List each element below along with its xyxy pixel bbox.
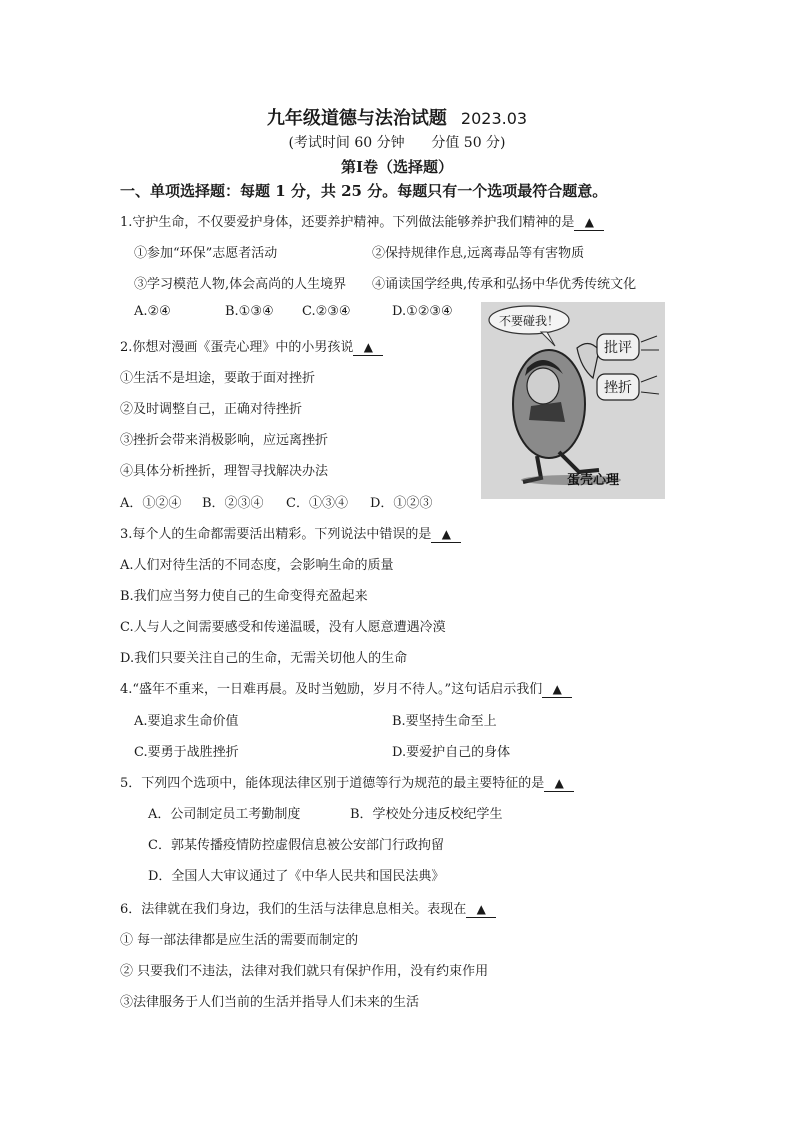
section-heading: 一、单项选择题：每题 1 分，共 25 分。每题只有一个选项最符合题意。 — [120, 182, 608, 200]
triangle-mark: ▲ — [476, 902, 486, 916]
q2-option-4: ④具体分析挫折，理智寻找解决办法 — [120, 464, 329, 479]
q2-choice-d: D．①②③ — [370, 496, 433, 511]
speech-text: 不要碰我！ — [498, 314, 560, 328]
triangle-mark: ▲ — [552, 682, 562, 696]
q2-option-1: ①生活不是坦途，要敢于面对挫折 — [120, 371, 316, 386]
volume-heading: 第Ⅰ卷（选择题） — [340, 158, 454, 176]
boy-face — [527, 368, 559, 404]
answer-blank — [574, 215, 604, 231]
q6-option-2: ② 只要我们不违法，法律对我们就只有保护作用，没有约束作用 — [120, 964, 489, 979]
q1-choice-c: C.②③④ — [302, 304, 351, 319]
q1-choice-b: B.①③④ — [225, 304, 274, 319]
q1-option-1: ①参加“环保”志愿者活动 — [134, 246, 278, 261]
question-4-stem: 4.“盛年不重来，一日难再晨。及时当勉励，岁月不待人。”这句话启示我们 ▲ — [120, 678, 572, 698]
question-3-stem: 3.每个人的生命都需要活出精彩。下列说法中错误的是 ▲ — [120, 523, 461, 543]
q1-option-2: ②保持规律作息,远离毒品等有害物质 — [372, 246, 585, 261]
q4-choice-c: C.要勇于战胜挫折 — [134, 745, 239, 760]
q1-option-3: ③学习模范人物,体会高尚的人生境界 — [134, 277, 347, 292]
q3-choice-b: B.我们应当努力使自己的生命变得充盈起来 — [120, 589, 368, 604]
q2-choice-c: C．①③④ — [286, 496, 348, 511]
q3-choice-d: D.我们只要关注自己的生命，无需关切他人的生命 — [120, 651, 408, 666]
q5-choice-c: C．郭某传播疫情防控虚假信息被公安部门行政拘留 — [148, 838, 444, 853]
cartoon-caption: 蛋壳心理 — [566, 473, 620, 488]
q5-choice-b: B．学校处分违反校纪学生 — [350, 807, 503, 822]
triangle-mark: ▲ — [554, 776, 564, 790]
q3-choice-a: A.人们对待生活的不同态度，会影响生命的质量 — [120, 558, 394, 573]
criticism-text: 批评 — [604, 340, 632, 356]
triangle-mark: ▲ — [363, 340, 374, 354]
answer-blank — [353, 340, 383, 356]
question-2-stem: 2.你想对漫画《蛋壳心理》中的小男孩说 ▲ — [120, 336, 383, 356]
answer-blank — [431, 527, 461, 543]
question-5-stem: 5．下列四个选项中，能体现法律区别于道德等行为规范的最主要特征的是 ▲ — [120, 772, 574, 792]
q2-choice-a: A．①②④ — [120, 496, 182, 511]
q4-choice-a: A.要追求生命价值 — [134, 714, 239, 729]
q4-choice-d: D.要爱护自己的身体 — [392, 745, 511, 760]
answer-blank — [542, 682, 572, 698]
eggshell-cartoon — [481, 302, 665, 499]
exam-date: 2023.03 — [460, 109, 528, 128]
cartoon-drawing — [481, 302, 665, 499]
q1-option-4: ④诵读国学经典,传承和弘扬中华优秀传统文化 — [372, 277, 637, 292]
question-1-stem: 1.守护生命，不仅要爱护身体，还要养护精神。下列做法能够养护我们精神的是 ▲ — [120, 211, 604, 231]
q2-option-3: ③挫折会带来消极影响，应远离挫折 — [120, 433, 329, 448]
q5-choice-d: D．全国人大审议通过了《中华人民共和国民法典》 — [148, 869, 445, 884]
q6-option-3: ③法律服务于人们当前的生活并指导人们未来的生活 — [120, 995, 420, 1010]
question-6-stem: 6．法律就在我们身边，我们的生活与法律息息相关。表现在 ▲ — [120, 898, 496, 918]
triangle-mark: ▲ — [584, 215, 595, 229]
q5-choice-a: A．公司制定员工考勤制度 — [148, 807, 301, 822]
q4-choice-b: B.要坚持生命至上 — [392, 714, 497, 729]
exam-title — [0, 104, 794, 130]
q2-choice-b: B．②③④ — [202, 496, 264, 511]
triangle-mark: ▲ — [441, 527, 452, 541]
answer-blank — [544, 776, 574, 792]
q2-option-2: ②及时调整自己，正确对待挫折 — [120, 402, 303, 417]
setback-text: 挫折 — [604, 380, 632, 396]
q3-choice-c: C.人与人之间需要感受和传递温暖，没有人愿意遭遇冷漠 — [120, 620, 446, 635]
exam-subtitle: (考试时间 60 分钟 分值 50 分) — [288, 135, 506, 151]
q1-choice-d: D.①②③④ — [392, 304, 453, 319]
title-text: 九年级道德与法治试题 — [266, 108, 447, 129]
answer-blank — [466, 902, 496, 918]
q6-option-1: ① 每一部法律都是应生活的需要而制定的 — [120, 933, 359, 948]
q1-choice-a: A.②④ — [134, 304, 171, 319]
